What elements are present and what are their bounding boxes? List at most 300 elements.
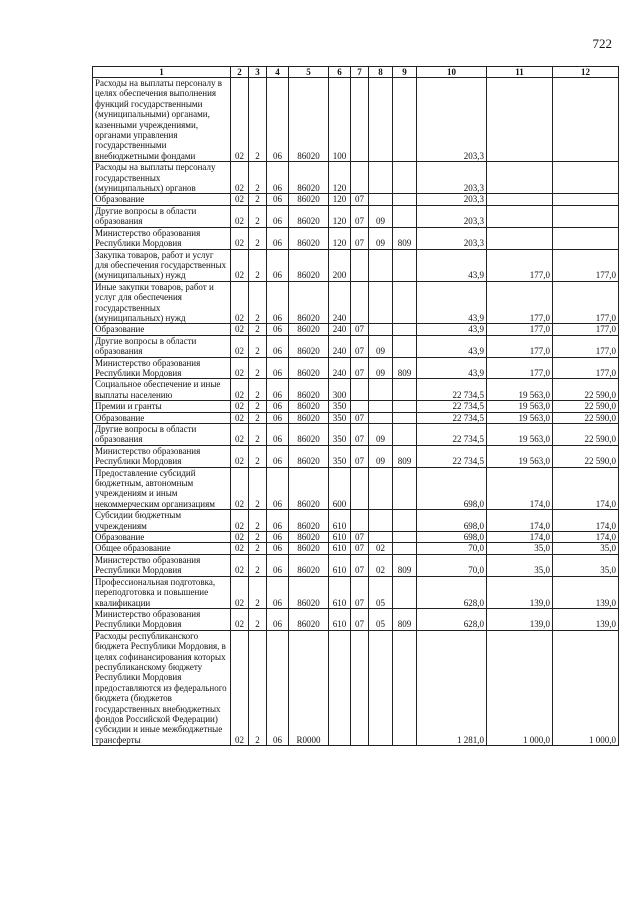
amount-cell: 43,9 — [417, 357, 487, 379]
table-row — [93, 532, 619, 543]
row-name-cell: Министерство образования Республики Мордовия — [93, 554, 231, 576]
table-row — [93, 445, 619, 467]
code-cell: 07 — [351, 194, 369, 205]
row-name-cell: Профессиональная подготовка, переподготовка и повышение квалификации — [93, 576, 231, 608]
code-cell: 86020 — [289, 281, 329, 324]
table-row — [93, 543, 619, 554]
amount-cell: 22 590,0 — [553, 401, 619, 412]
table-row — [93, 467, 619, 510]
code-cell — [393, 576, 417, 608]
code-cell: 07 — [351, 424, 369, 446]
code-cell: 600 — [329, 467, 351, 510]
code-cell — [369, 194, 393, 205]
code-cell: 86020 — [289, 608, 329, 630]
amount-cell: 177,0 — [487, 357, 553, 379]
code-cell: 06 — [267, 357, 289, 379]
code-cell: 86020 — [289, 532, 329, 543]
amount-cell: 19 563,0 — [487, 379, 553, 401]
table-row — [93, 335, 619, 357]
code-cell: 02 — [231, 379, 249, 401]
code-cell: 02 — [231, 608, 249, 630]
code-cell: 2 — [249, 357, 267, 379]
row-name-cell: Министерство образования Республики Мордовия — [93, 608, 231, 630]
code-cell: 86020 — [289, 227, 329, 249]
code-cell: 02 — [231, 249, 249, 281]
code-cell: 06 — [267, 554, 289, 576]
amount-cell: 22 734,5 — [417, 379, 487, 401]
amount-cell: 19 563,0 — [487, 445, 553, 467]
code-cell: 120 — [329, 205, 351, 227]
code-cell: 07 — [351, 205, 369, 227]
code-cell: 09 — [369, 227, 393, 249]
code-cell: 86020 — [289, 249, 329, 281]
code-cell: 610 — [329, 543, 351, 554]
amount-cell: 174,0 — [487, 532, 553, 543]
code-cell: 350 — [329, 424, 351, 446]
column-header: 4 — [267, 67, 289, 78]
code-cell — [369, 379, 393, 401]
table-row — [93, 576, 619, 608]
code-cell: 07 — [351, 412, 369, 423]
code-cell: 2 — [249, 249, 267, 281]
code-cell: 86020 — [289, 543, 329, 554]
code-cell: 86020 — [289, 412, 329, 423]
code-cell: 809 — [393, 227, 417, 249]
code-cell: 2 — [249, 324, 267, 335]
amount-cell: 22 590,0 — [553, 412, 619, 423]
amount-cell: 203,3 — [417, 78, 487, 162]
column-header: 12 — [553, 67, 619, 78]
amount-cell: 35,0 — [487, 543, 553, 554]
code-cell: 86020 — [289, 467, 329, 510]
code-cell: 2 — [249, 532, 267, 543]
row-name-cell: Образование — [93, 324, 231, 335]
code-cell — [393, 510, 417, 532]
code-cell: 09 — [369, 357, 393, 379]
amount-cell: 43,9 — [417, 335, 487, 357]
table-row — [93, 357, 619, 379]
amount-cell: 43,9 — [417, 281, 487, 324]
code-cell: 2 — [249, 554, 267, 576]
code-cell: 86020 — [289, 324, 329, 335]
amount-cell: 35,0 — [487, 554, 553, 576]
code-cell: 02 — [231, 532, 249, 543]
amount-cell: 177,0 — [553, 281, 619, 324]
code-cell: 09 — [369, 424, 393, 446]
code-cell: 02 — [231, 510, 249, 532]
code-cell: 2 — [249, 412, 267, 423]
code-cell: 06 — [267, 249, 289, 281]
amount-cell — [553, 162, 619, 194]
code-cell: 86020 — [289, 194, 329, 205]
amount-cell: 1 000,0 — [553, 630, 619, 745]
amount-cell — [487, 194, 553, 205]
amount-cell: 174,0 — [553, 532, 619, 543]
code-cell: 86020 — [289, 445, 329, 467]
amount-cell: 22 590,0 — [553, 445, 619, 467]
code-cell — [351, 162, 369, 194]
amount-cell — [487, 227, 553, 249]
row-name-cell: Закупка товаров, работ и услуг для обеспечения государственных (муниципальных) нужд — [93, 249, 231, 281]
row-name-cell: Образование — [93, 194, 231, 205]
code-cell — [393, 467, 417, 510]
code-cell: 07 — [351, 576, 369, 608]
code-cell — [351, 379, 369, 401]
amount-cell: 174,0 — [553, 467, 619, 510]
code-cell: 07 — [351, 445, 369, 467]
code-cell — [393, 543, 417, 554]
code-cell: 09 — [369, 205, 393, 227]
amount-cell: 19 563,0 — [487, 412, 553, 423]
code-cell: 09 — [369, 335, 393, 357]
row-name-cell: Социальное обеспечение и иные выплаты населению — [93, 379, 231, 401]
code-cell: 610 — [329, 510, 351, 532]
code-cell: 02 — [231, 467, 249, 510]
code-cell: 2 — [249, 194, 267, 205]
code-cell: 2 — [249, 424, 267, 446]
code-cell: 240 — [329, 281, 351, 324]
amount-cell: 43,9 — [417, 324, 487, 335]
column-header: 11 — [487, 67, 553, 78]
code-cell: 06 — [267, 576, 289, 608]
code-cell: 02 — [231, 227, 249, 249]
table-row — [93, 424, 619, 446]
budget-table — [92, 66, 619, 746]
row-name-cell: Образование — [93, 412, 231, 423]
column-header: 2 — [231, 67, 249, 78]
code-cell: 86020 — [289, 576, 329, 608]
amount-cell — [487, 162, 553, 194]
amount-cell: 43,9 — [417, 249, 487, 281]
code-cell — [393, 532, 417, 543]
code-cell — [369, 249, 393, 281]
code-cell: 86020 — [289, 205, 329, 227]
code-cell: 06 — [267, 467, 289, 510]
code-cell: 05 — [369, 608, 393, 630]
code-cell: 610 — [329, 608, 351, 630]
amount-cell: 70,0 — [417, 543, 487, 554]
code-cell: 06 — [267, 445, 289, 467]
amount-cell: 22 590,0 — [553, 379, 619, 401]
table-row — [93, 249, 619, 281]
code-cell: 06 — [267, 335, 289, 357]
code-cell — [369, 281, 393, 324]
code-cell: 2 — [249, 281, 267, 324]
code-cell: 2 — [249, 576, 267, 608]
code-cell: 2 — [249, 335, 267, 357]
code-cell: 86020 — [289, 401, 329, 412]
code-cell: 02 — [231, 281, 249, 324]
column-header: 10 — [417, 67, 487, 78]
code-cell: 06 — [267, 401, 289, 412]
amount-cell: 177,0 — [553, 249, 619, 281]
code-cell: 07 — [351, 543, 369, 554]
code-cell — [393, 379, 417, 401]
code-cell: 2 — [249, 205, 267, 227]
code-cell: 809 — [393, 445, 417, 467]
code-cell: 06 — [267, 379, 289, 401]
code-cell: 2 — [249, 379, 267, 401]
code-cell — [393, 335, 417, 357]
code-cell: 07 — [351, 554, 369, 576]
page-number: 722 — [592, 36, 612, 51]
column-header: 9 — [393, 67, 417, 78]
code-cell: 02 — [231, 357, 249, 379]
code-cell: 07 — [351, 324, 369, 335]
code-cell: 02 — [231, 576, 249, 608]
code-cell — [351, 249, 369, 281]
table-row — [93, 510, 619, 532]
code-cell: 06 — [267, 281, 289, 324]
amount-cell: 177,0 — [487, 249, 553, 281]
code-cell: 86020 — [289, 78, 329, 162]
code-cell: 2 — [249, 467, 267, 510]
column-header: 6 — [329, 67, 351, 78]
code-cell — [369, 162, 393, 194]
code-cell: 86020 — [289, 554, 329, 576]
table-row — [93, 324, 619, 335]
table-row — [93, 379, 619, 401]
amount-cell: 35,0 — [553, 543, 619, 554]
code-cell: 06 — [267, 227, 289, 249]
amount-cell: 698,0 — [417, 467, 487, 510]
code-cell: 86020 — [289, 379, 329, 401]
code-cell: 100 — [329, 78, 351, 162]
code-cell — [369, 412, 393, 423]
code-cell — [351, 510, 369, 532]
code-cell: 2 — [249, 510, 267, 532]
code-cell: R0000 — [289, 630, 329, 745]
code-cell — [369, 78, 393, 162]
code-cell: 02 — [369, 543, 393, 554]
row-name-cell: Другие вопросы в области образования — [93, 335, 231, 357]
code-cell: 86020 — [289, 510, 329, 532]
code-cell — [369, 467, 393, 510]
table-row — [93, 630, 619, 745]
code-cell: 06 — [267, 608, 289, 630]
code-cell: 240 — [329, 324, 351, 335]
amount-cell: 177,0 — [553, 324, 619, 335]
code-cell: 02 — [231, 335, 249, 357]
code-cell — [369, 401, 393, 412]
row-name-cell: Образование — [93, 532, 231, 543]
amount-cell: 22 734,5 — [417, 401, 487, 412]
code-cell: 300 — [329, 379, 351, 401]
amount-cell: 203,3 — [417, 162, 487, 194]
amount-cell: 174,0 — [487, 467, 553, 510]
row-name-cell: Иные закупки товаров, работ и услуг для обеспечения государственных (муниципальных) нужд — [93, 281, 231, 324]
code-cell: 06 — [267, 324, 289, 335]
code-cell: 120 — [329, 194, 351, 205]
code-cell: 2 — [249, 162, 267, 194]
table-row — [93, 401, 619, 412]
code-cell — [393, 401, 417, 412]
code-cell: 2 — [249, 445, 267, 467]
amount-cell: 139,0 — [487, 576, 553, 608]
amount-cell: 177,0 — [487, 324, 553, 335]
code-cell: 06 — [267, 78, 289, 162]
code-cell: 02 — [231, 445, 249, 467]
code-cell: 07 — [351, 227, 369, 249]
row-name-cell: Расходы на выплаты персоналу в целях обеспечения выполнения функций государственными (муниципальными) органами, казенными учреждениями, органами управления государственными внебюджетными фондами — [93, 78, 231, 162]
table-row — [93, 554, 619, 576]
code-cell — [351, 78, 369, 162]
column-header: 7 — [351, 67, 369, 78]
code-cell: 07 — [351, 357, 369, 379]
code-cell — [393, 162, 417, 194]
code-cell — [369, 630, 393, 745]
amount-cell — [553, 78, 619, 162]
code-cell: 2 — [249, 630, 267, 745]
code-cell: 350 — [329, 445, 351, 467]
row-name-cell: Предоставление субсидий бюджетным, автономным учреждениям и иным некоммерческим организациям — [93, 467, 231, 510]
code-cell: 02 — [231, 194, 249, 205]
amount-cell: 628,0 — [417, 576, 487, 608]
amount-cell — [553, 227, 619, 249]
code-cell: 610 — [329, 554, 351, 576]
table-row — [93, 194, 619, 205]
code-cell: 07 — [351, 608, 369, 630]
column-header: 5 — [289, 67, 329, 78]
table-row — [93, 205, 619, 227]
amount-cell — [553, 194, 619, 205]
amount-cell — [553, 205, 619, 227]
code-cell — [351, 630, 369, 745]
row-name-cell: Расходы республиканского бюджета Республики Мордовия, в целях софинансирования которых республиканскому бюджету Республики Мордовия предоставляются из федерального бюджета (бюджетов государственных внебюджетных фондов Российской Федерации) субсидии и иные межбюджетные трансферты — [93, 630, 231, 745]
amount-cell: 19 563,0 — [487, 424, 553, 446]
row-name-cell: Другие вопросы в области образования — [93, 424, 231, 446]
code-cell — [393, 630, 417, 745]
table-row — [93, 608, 619, 630]
code-cell: 86020 — [289, 162, 329, 194]
amount-cell: 1 281,0 — [417, 630, 487, 745]
column-header: 3 — [249, 67, 267, 78]
amount-cell: 177,0 — [553, 357, 619, 379]
code-cell: 02 — [231, 205, 249, 227]
code-cell: 02 — [231, 401, 249, 412]
code-cell: 02 — [231, 424, 249, 446]
amount-cell: 22 734,5 — [417, 412, 487, 423]
table-header-row — [93, 67, 619, 78]
amount-cell: 22 734,5 — [417, 445, 487, 467]
column-header: 8 — [369, 67, 393, 78]
code-cell — [393, 324, 417, 335]
code-cell — [393, 249, 417, 281]
amount-cell: 203,3 — [417, 194, 487, 205]
row-name-cell: Министерство образования Республики Мордовия — [93, 357, 231, 379]
code-cell: 02 — [369, 554, 393, 576]
code-cell: 02 — [231, 162, 249, 194]
amount-cell: 139,0 — [487, 608, 553, 630]
code-cell — [351, 281, 369, 324]
table-row — [93, 227, 619, 249]
amount-cell: 698,0 — [417, 532, 487, 543]
code-cell: 240 — [329, 357, 351, 379]
code-cell: 06 — [267, 510, 289, 532]
code-cell: 2 — [249, 543, 267, 554]
table-row — [93, 78, 619, 162]
code-cell: 07 — [351, 532, 369, 543]
row-name-cell: Министерство образования Республики Мордовия — [93, 227, 231, 249]
row-name-cell: Расходы на выплаты персоналу государственных (муниципальных) органов — [93, 162, 231, 194]
code-cell: 07 — [351, 335, 369, 357]
code-cell: 02 — [231, 78, 249, 162]
code-cell: 120 — [329, 227, 351, 249]
code-cell: 610 — [329, 576, 351, 608]
amount-cell: 22 590,0 — [553, 424, 619, 446]
amount-cell: 174,0 — [553, 510, 619, 532]
amount-cell: 139,0 — [553, 608, 619, 630]
code-cell: 120 — [329, 162, 351, 194]
code-cell — [393, 205, 417, 227]
amount-cell — [487, 205, 553, 227]
amount-cell: 19 563,0 — [487, 401, 553, 412]
code-cell: 09 — [369, 445, 393, 467]
table-row — [93, 281, 619, 324]
code-cell: 06 — [267, 630, 289, 745]
code-cell: 06 — [267, 205, 289, 227]
row-name-cell: Премии и гранты — [93, 401, 231, 412]
amount-cell — [487, 78, 553, 162]
amount-cell: 35,0 — [553, 554, 619, 576]
amount-cell: 177,0 — [487, 335, 553, 357]
row-name-cell: Министерство образования Республики Мордовия — [93, 445, 231, 467]
code-cell: 02 — [231, 630, 249, 745]
row-name-cell: Общее образование — [93, 543, 231, 554]
code-cell: 06 — [267, 194, 289, 205]
table-body — [93, 78, 619, 746]
code-cell: 06 — [267, 412, 289, 423]
code-cell — [369, 324, 393, 335]
amount-cell: 203,3 — [417, 205, 487, 227]
amount-cell: 174,0 — [487, 510, 553, 532]
code-cell: 2 — [249, 608, 267, 630]
code-cell: 2 — [249, 227, 267, 249]
code-cell — [369, 532, 393, 543]
code-cell — [329, 630, 351, 745]
code-cell: 809 — [393, 554, 417, 576]
code-cell: 06 — [267, 424, 289, 446]
code-cell: 610 — [329, 532, 351, 543]
code-cell: 02 — [231, 324, 249, 335]
row-name-cell: Субсидии бюджетным учреждениям — [93, 510, 231, 532]
amount-cell: 1 000,0 — [487, 630, 553, 745]
code-cell: 2 — [249, 401, 267, 412]
code-cell — [393, 281, 417, 324]
code-cell: 809 — [393, 357, 417, 379]
amount-cell: 70,0 — [417, 554, 487, 576]
code-cell: 86020 — [289, 357, 329, 379]
code-cell — [393, 194, 417, 205]
code-cell: 809 — [393, 608, 417, 630]
code-cell: 2 — [249, 78, 267, 162]
column-header: 1 — [93, 67, 231, 78]
code-cell — [393, 412, 417, 423]
amount-cell: 22 734,5 — [417, 424, 487, 446]
code-cell — [393, 424, 417, 446]
amount-cell: 698,0 — [417, 510, 487, 532]
code-cell — [351, 467, 369, 510]
amount-cell: 139,0 — [553, 576, 619, 608]
code-cell — [369, 510, 393, 532]
table-row — [93, 162, 619, 194]
code-cell: 240 — [329, 335, 351, 357]
code-cell: 200 — [329, 249, 351, 281]
code-cell: 86020 — [289, 335, 329, 357]
code-cell: 06 — [267, 543, 289, 554]
code-cell: 05 — [369, 576, 393, 608]
code-cell: 02 — [231, 554, 249, 576]
